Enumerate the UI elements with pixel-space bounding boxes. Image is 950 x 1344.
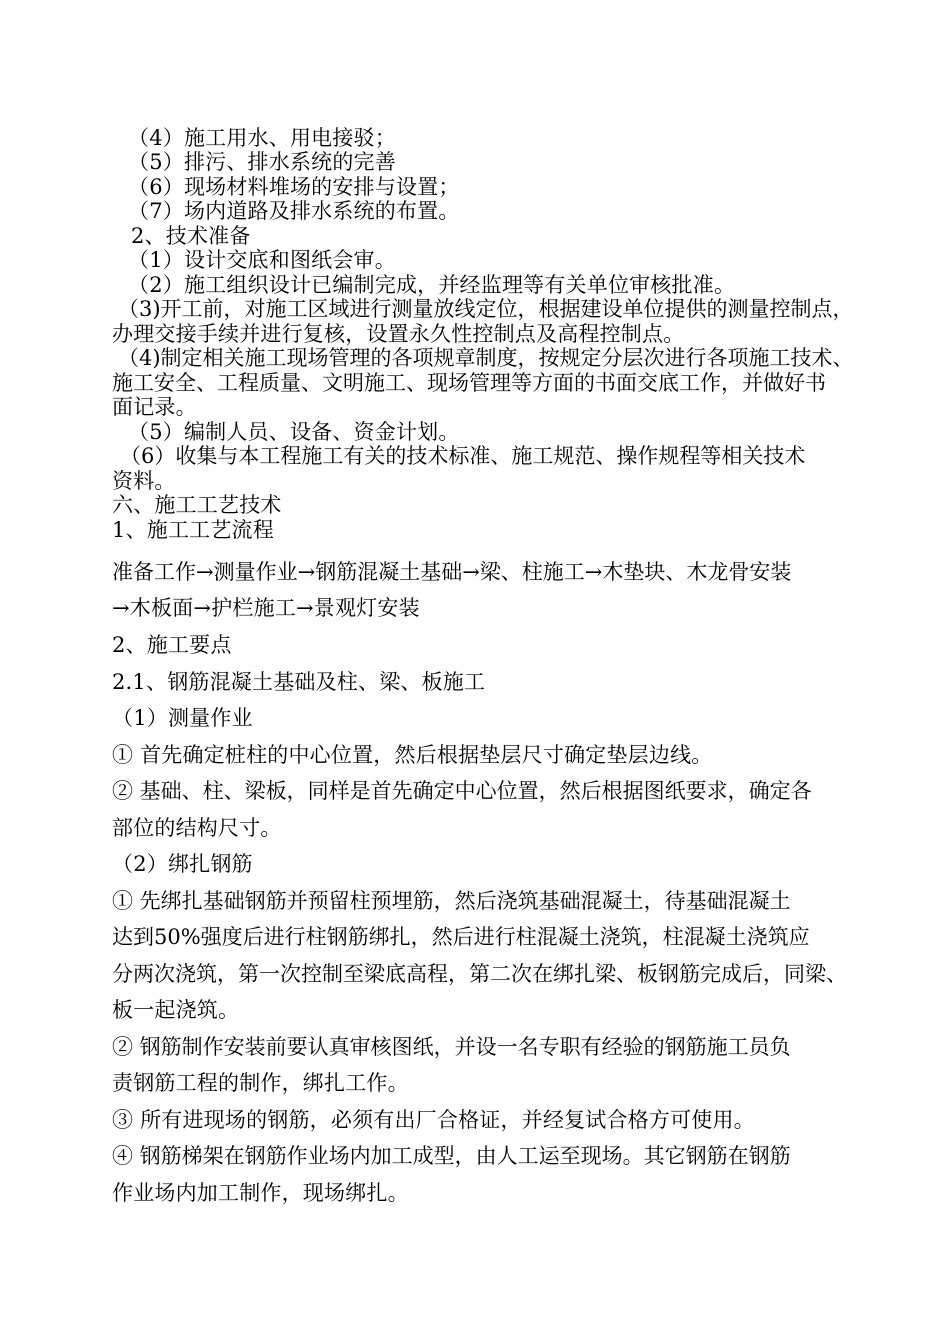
prep-item-6: （6）现场材料堆场的安排与设置； xyxy=(128,175,460,199)
rebar-item-4-line1: ④ 钢筋梯架在钢筋作业场内加工成型，由人工运至现场。其它钢筋在钢筋 xyxy=(112,1144,791,1168)
tech-item-3-line2: 办理交接手续并进行复核，设置永久性控制点及高程控制点。 xyxy=(112,322,685,346)
rebar-item-2-line1: ② 钢筋制作安装前要认真审核图纸，并设一名专职有经验的钢筋施工员负 xyxy=(112,1035,791,1059)
tech-item-5: （5）编制人员、设备、资金计划。 xyxy=(128,420,460,444)
survey-heading: （1）测量作业 xyxy=(112,706,253,730)
survey-item-2-line2: 部位的结构尺寸。 xyxy=(112,816,282,840)
prep-item-7: （7）场内道路及排水系统的布置。 xyxy=(128,199,460,223)
process-flow-line2: →木板面→护栏施工→景观灯安装 xyxy=(112,596,420,620)
prep-item-5: （5）排污、排水系统的完善 xyxy=(128,150,396,174)
tech-item-2: （2）施工组织设计已编制完成，并经监理等有关单位审核批准。 xyxy=(128,273,736,297)
tech-item-6-line2: 资料。 xyxy=(112,469,176,493)
survey-item-2-line1: ② 基础、柱、梁板，同样是首先确定中心位置，然后根据图纸要求，确定各 xyxy=(112,779,812,803)
survey-item-1: ① 首先确定桩柱的中心位置，然后根据垫层尺寸确定垫层边线。 xyxy=(112,743,713,767)
rebar-item-1-line2: 达到50%强度后进行柱钢筋绑扎，然后进行柱混凝土浇筑，柱混凝土浇筑应 xyxy=(112,925,810,949)
rebar-heading: （2）绑扎钢筋 xyxy=(112,852,253,876)
tech-prep-heading: 2、技术准备 xyxy=(131,224,251,248)
key-points-heading: 2、施工要点 xyxy=(112,633,232,657)
rebar-item-1-line4: 板一起浇筑。 xyxy=(112,998,240,1022)
tech-item-3-line1: （3)开工前，对施工区域进行测量放线定位，根据建设单位提供的测量控制点， xyxy=(118,297,854,321)
rebar-item-2-line2: 责钢筋工程的制作，绑扎工作。 xyxy=(112,1071,409,1095)
tech-item-6-line1: （6）收集与本工程施工有关的技术标准、施工规范、操作规程等相关技术 xyxy=(120,444,806,468)
rebar-item-1-line3: 分两次浇筑，第一次控制至梁底高程，第二次在绑扎梁、板钢筋完成后，同梁、 xyxy=(112,962,847,986)
rebar-item-3: ③ 所有进现场的钢筋，必须有出厂合格证，并经复试合格方可使用。 xyxy=(112,1108,755,1132)
rebar-item-4-line2: 作业场内加工制作，现场绑扎。 xyxy=(112,1181,409,1205)
tech-item-1: （1）设计交底和图纸会审。 xyxy=(128,248,396,272)
process-flow-heading: 1、施工工艺流程 xyxy=(112,518,274,542)
tech-item-4-line3: 面记录。 xyxy=(112,395,197,419)
section-6-title: 六、施工工艺技术 xyxy=(112,493,282,517)
subsection-2-1-heading: 2.1、钢筋混凝土基础及柱、梁、板施工 xyxy=(112,670,486,694)
rebar-item-1-line1: ① 先绑扎基础钢筋并预留柱预埋筋，然后浇筑基础混凝土，待基础混凝土 xyxy=(112,889,791,913)
tech-item-4-line2: 施工安全、工程质量、文明施工、现场管理等方面的书面交底工作，并做好书 xyxy=(112,371,826,395)
prep-item-4: （4）施工用水、用电接驳； xyxy=(128,126,396,150)
process-flow-line1: 准备工作→测量作业→钢筋混凝土基础→梁、柱施工→木垫块、木龙骨安装 xyxy=(112,560,792,584)
tech-item-4-line1: （4)制定相关施工现场管理的各项规章制度，按规定分层次进行各项施工技术、 xyxy=(118,346,854,370)
